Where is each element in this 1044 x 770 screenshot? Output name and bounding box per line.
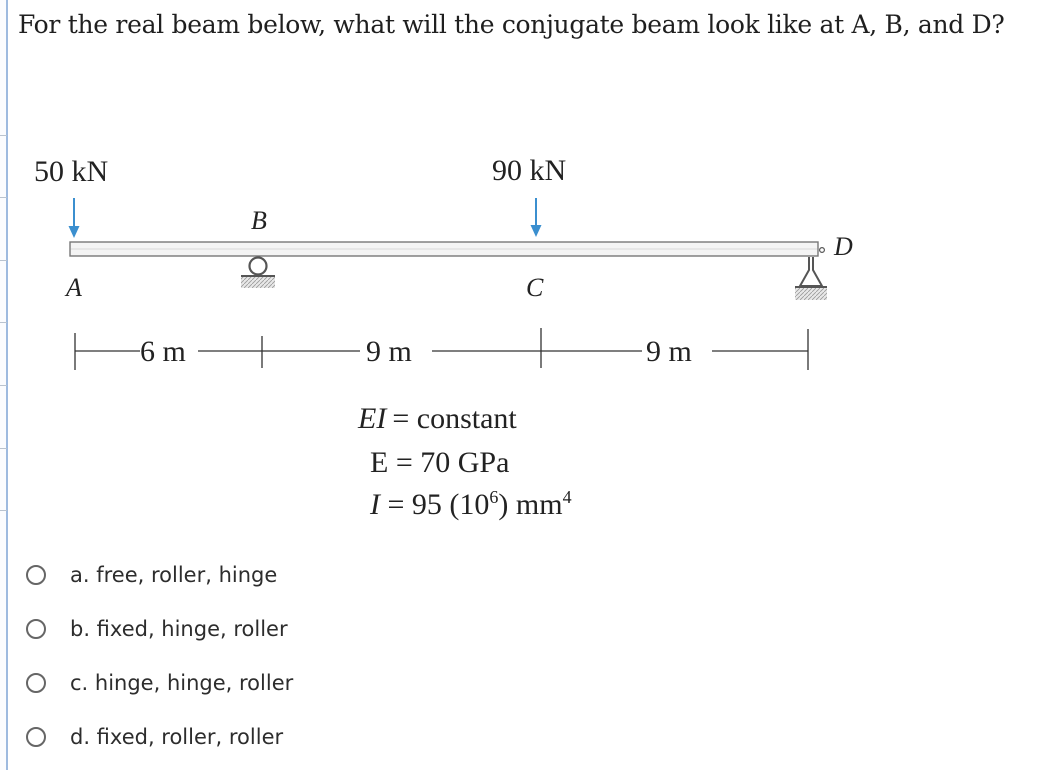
- e-line: E = 70 GPa: [370, 446, 510, 479]
- ei-symbol: EI: [358, 402, 387, 435]
- load-label-50kn: 50 kN: [34, 155, 109, 188]
- option-c[interactable]: [26, 656, 293, 710]
- radio-button-icon[interactable]: [26, 565, 46, 585]
- option-label[interactable]: b. fixed, hinge, roller: [70, 617, 288, 641]
- question-text: For the real beam below, what will the conjugate beam look like at A, B, and D?: [18, 10, 1005, 39]
- ei-line: [357, 402, 517, 435]
- i-value-prefix: = 95 (10: [380, 488, 490, 521]
- load-label-90kn: 90 kN: [492, 154, 567, 187]
- option-label[interactable]: c. hinge, hinge, roller: [70, 671, 294, 695]
- i-exponent: 6: [489, 487, 499, 507]
- point-label-b: B: [251, 206, 267, 235]
- radio-button-icon[interactable]: [26, 673, 46, 693]
- radio-button-icon[interactable]: [26, 727, 46, 747]
- option-label[interactable]: d. fixed, roller, roller: [70, 725, 284, 749]
- option-d[interactable]: [26, 710, 293, 764]
- point-label-a: A: [66, 273, 82, 302]
- answer-options: [26, 548, 293, 764]
- load-arrow-a-icon: [69, 198, 80, 238]
- point-label-d: D: [834, 232, 853, 261]
- load-arrow-c-icon: [531, 198, 542, 237]
- i-unit-exponent: 4: [562, 487, 572, 507]
- option-b[interactable]: [26, 602, 293, 656]
- i-symbol: I: [370, 488, 380, 521]
- option-a[interactable]: [26, 548, 293, 602]
- span-label-cd: 9 m: [646, 335, 692, 368]
- roller-support-icon: [241, 258, 275, 289]
- i-value-suffix: ) mm: [498, 488, 563, 521]
- i-line: [369, 487, 572, 521]
- span-label-ab: 6 m: [140, 335, 186, 368]
- span-label-bc: 9 m: [366, 335, 412, 368]
- point-label-c: C: [526, 273, 544, 302]
- radio-button-icon[interactable]: [26, 619, 46, 639]
- option-label[interactable]: a. free, roller, hinge: [70, 563, 278, 587]
- ei-value: = constant: [392, 402, 517, 435]
